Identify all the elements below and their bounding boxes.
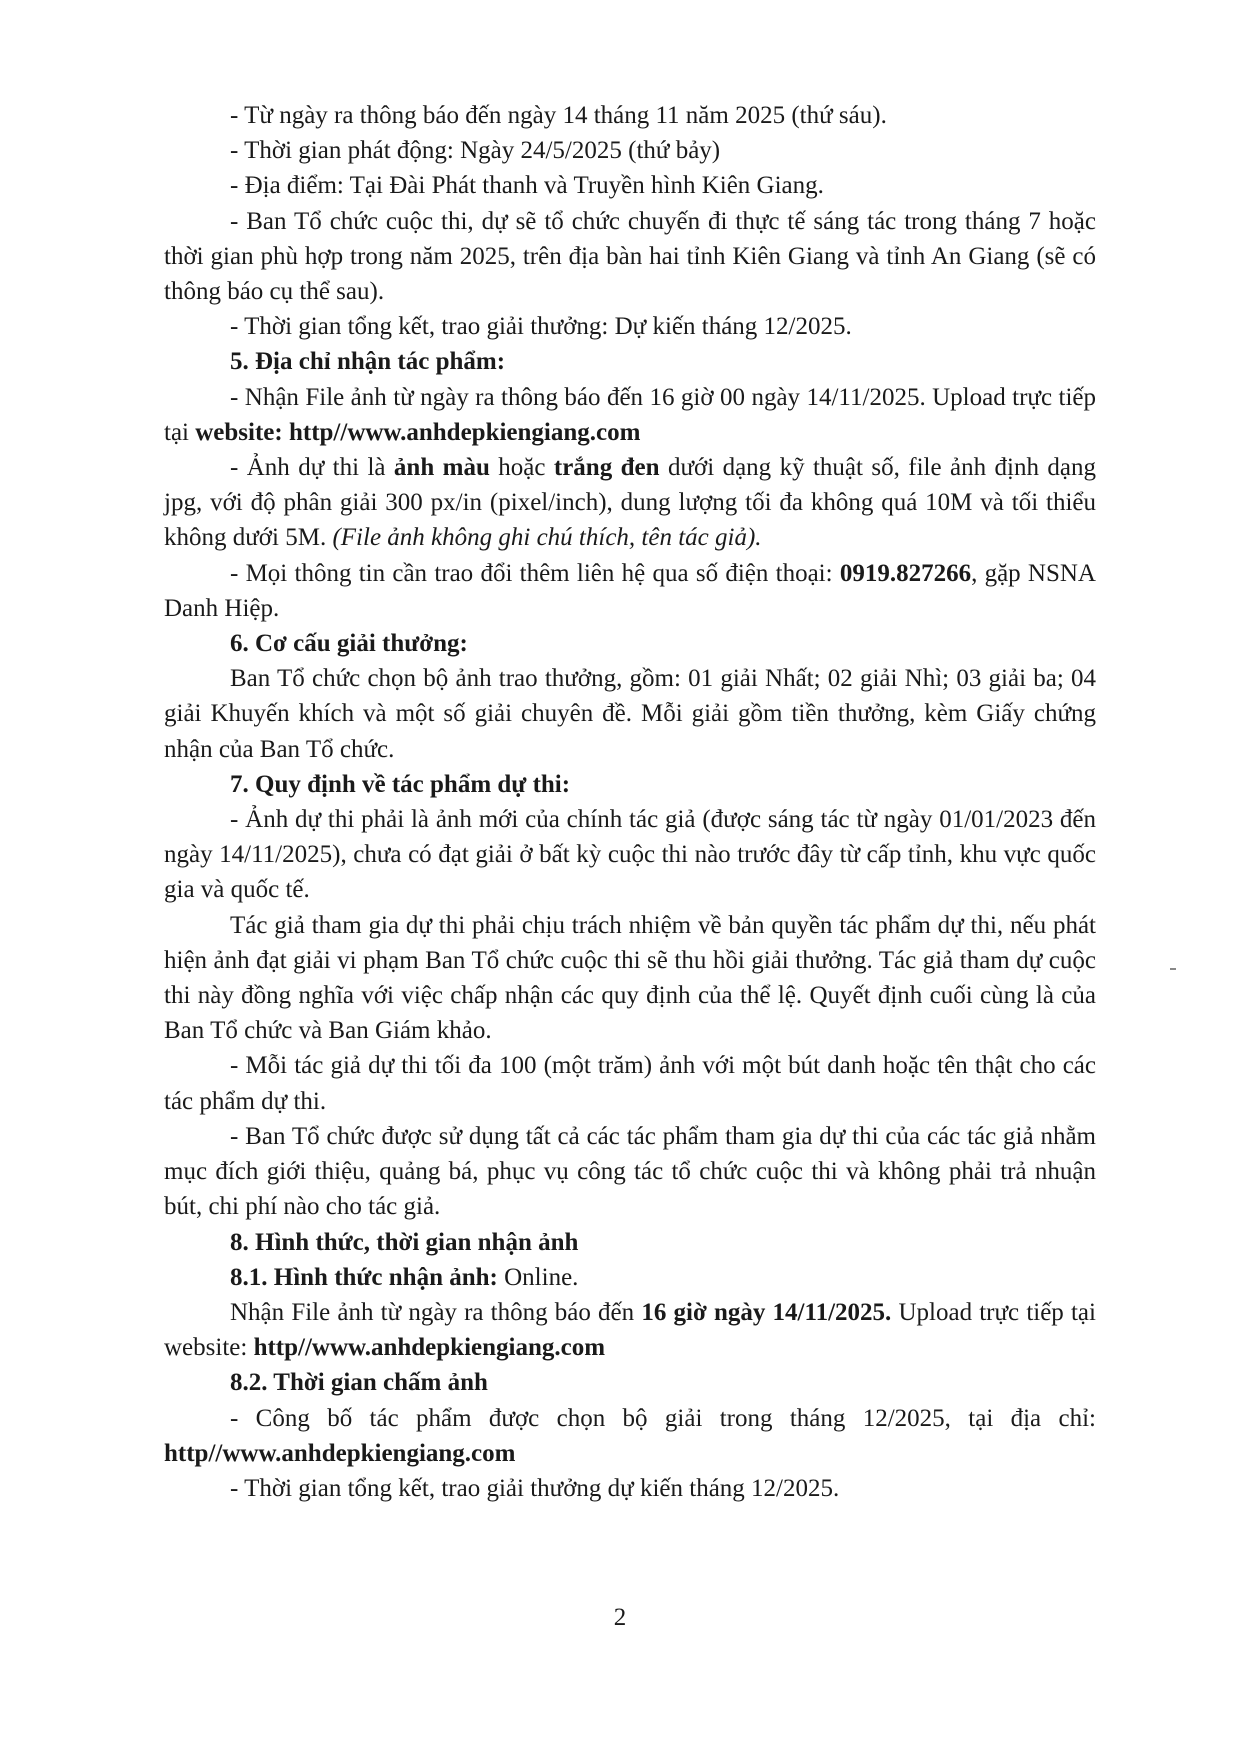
- black-white-text: trắng đen: [553, 454, 660, 482]
- section-8-2-paragraph-1: [164, 1401, 1096, 1471]
- section-7-heading: 7. Quy định về tác phẩm dự thi:: [230, 770, 571, 798]
- section-7-paragraph-1: - Ảnh dự thi phải là ảnh mới của chính tác giả (được sáng tác từ ngày 01/01/2023 đến ngày 14/11/2025), chưa có đạt giải ở bất kỳ cuộc thi nào trước đây từ cấp tỉnh, khu vực quốc gia và quốc tế.: [164, 806, 1096, 904]
- section-6-prizes-paragraph: Ban Tổ chức chọn bộ ảnh trao thưởng, gồm: 01 giải Nhất; 02 giải Nhì; 03 giải ba; 04 giải Khuyến khích và một số giải chuyên đề. Mỗi giải gồm tiền thưởng, kèm Giấy chứng nhận của Ban Tổ chức.: [164, 665, 1096, 763]
- section-8-1-paragraph: [164, 1295, 1096, 1365]
- section-8-heading: 8. Hình thức, thời gian nhận ảnh: [230, 1228, 579, 1256]
- section-7-paragraph-4: - Ban Tổ chức được sử dụng tất cả các tác phẩm tham gia dự thi của các tác giả nhằm mục đích giới thiệu, quảng bá, phục vụ công tác tổ chức cuộc thi và không phải trả nhuận bút, chi phí nào cho tác giả.: [164, 1122, 1096, 1221]
- contact-end: , gặp NSNA Danh Hiệp.: [164, 559, 1096, 622]
- website-link-3: http//www.anhdepkiengiang.com: [164, 1439, 516, 1467]
- section-8-1-value: Online.: [497, 1263, 579, 1291]
- field-trip-paragraph: - Ban Tổ chức cuộc thi, dự sẽ tổ chức chuyến đi thực tế sáng tác trong tháng 7 hoặc thời gian phù hợp trong năm 2025, trên địa bàn hai tỉnh Kiên Giang và tỉnh An Giang (sẽ có thông báo cụ thể sau).: [164, 207, 1096, 306]
- receive-text: Nhận File ảnh từ ngày ra thông báo đến: [230, 1298, 642, 1326]
- section-7-paragraph-2: Tác giả tham gia dự thi phải chịu trách nhiệm về bản quyền tác phẩm dự thi, nếu phát hiện ảnh đạt giải vi phạm Ban Tổ chức cuộc thi sẽ thu hồi giải thưởng. Tác giả tham dự cuộc thi này đồng nghĩa với việc chấp nhận các quy định của thể lệ. Quyết định cuối cùng là của Ban Tổ chức và Ban Giám khảo.: [164, 911, 1096, 1045]
- website-link: website: http//www.anhdepkiengiang.com: [195, 418, 641, 446]
- upload-text-2: Upload trực tiếp tại website:: [164, 1298, 1096, 1362]
- venue-line: - Địa điểm: Tại Đài Phát thanh và Truyền hình Kiên Giang.: [230, 172, 824, 200]
- color-photo-text: ảnh màu: [393, 454, 490, 482]
- section-5-contact-paragraph: [164, 556, 1096, 626]
- section-5-format-paragraph: [164, 450, 1096, 556]
- page-number: 2: [613, 1604, 627, 1631]
- schedule-deadline-line: - Từ ngày ra thông báo đến ngày 14 tháng 11 năm 2025 (thứ sáu).: [230, 102, 887, 129]
- section-8-2-heading: 8.2. Thời gian chấm ảnh: [230, 1369, 488, 1397]
- receive-deadline: 16 giờ ngày 14/11/2025.: [641, 1298, 892, 1326]
- award-time-line: - Thời gian tổng kết, trao giải thưởng: Dự kiến tháng 12/2025.: [230, 313, 852, 341]
- section-5-heading: 5. Địa chỉ nhận tác phẩm:: [230, 348, 506, 376]
- format-text-d: dưới dạng kỹ thuật số, file ảnh định dạng jpg, với độ phân giải 300 px/in (pixel/inch), dung lượng tối đa không quá 10M và tối thiểu không dưới 5M.: [164, 454, 1096, 552]
- file-note-italic: (File ảnh không ghi chú thích, tên tác giả).: [332, 524, 762, 552]
- section-6-heading: 6. Cơ cấu giải thưởng:: [230, 630, 468, 658]
- section-8-1-heading: 8.1. Hình thức nhận ảnh:: [230, 1263, 498, 1291]
- upload-text: - Nhận File ảnh từ ngày ra thông báo đến 16 giờ 00 ngày 14/11/2025. Upload trực tiếp tại: [164, 383, 1096, 446]
- launch-date-line: - Thời gian phát động: Ngày 24/5/2025 (thứ bảy): [230, 137, 721, 165]
- website-link-2: http//www.anhdepkiengiang.com: [253, 1334, 606, 1362]
- section-5-upload-paragraph: [164, 380, 1096, 450]
- section-7-paragraph-3: - Mỗi tác giả dự thi tối đa 100 (một trăm) ảnh với một bút danh hoặc tên thật cho các tác phẩm dự thi.: [164, 1052, 1096, 1115]
- section-8-1-line: [164, 1260, 1096, 1295]
- phone-number: 0919.827266: [839, 559, 972, 587]
- contact-text: - Mọi thông tin cần trao đổi thêm liên hệ qua số điện thoại:: [230, 559, 840, 587]
- section-8-2-paragraph-2: - Thời gian tổng kết, trao giải thưởng dự kiến tháng 12/2025.: [230, 1474, 840, 1502]
- announce-text: - Công bố tác phẩm được chọn bộ giải trong tháng 12/2025, tại địa chỉ:: [230, 1404, 1096, 1432]
- format-text-a: - Ảnh dự thi là: [230, 454, 394, 482]
- format-text-c: hoặc: [489, 454, 554, 482]
- scan-speck-mark: [1170, 968, 1176, 970]
- document-body: [164, 98, 1096, 1506]
